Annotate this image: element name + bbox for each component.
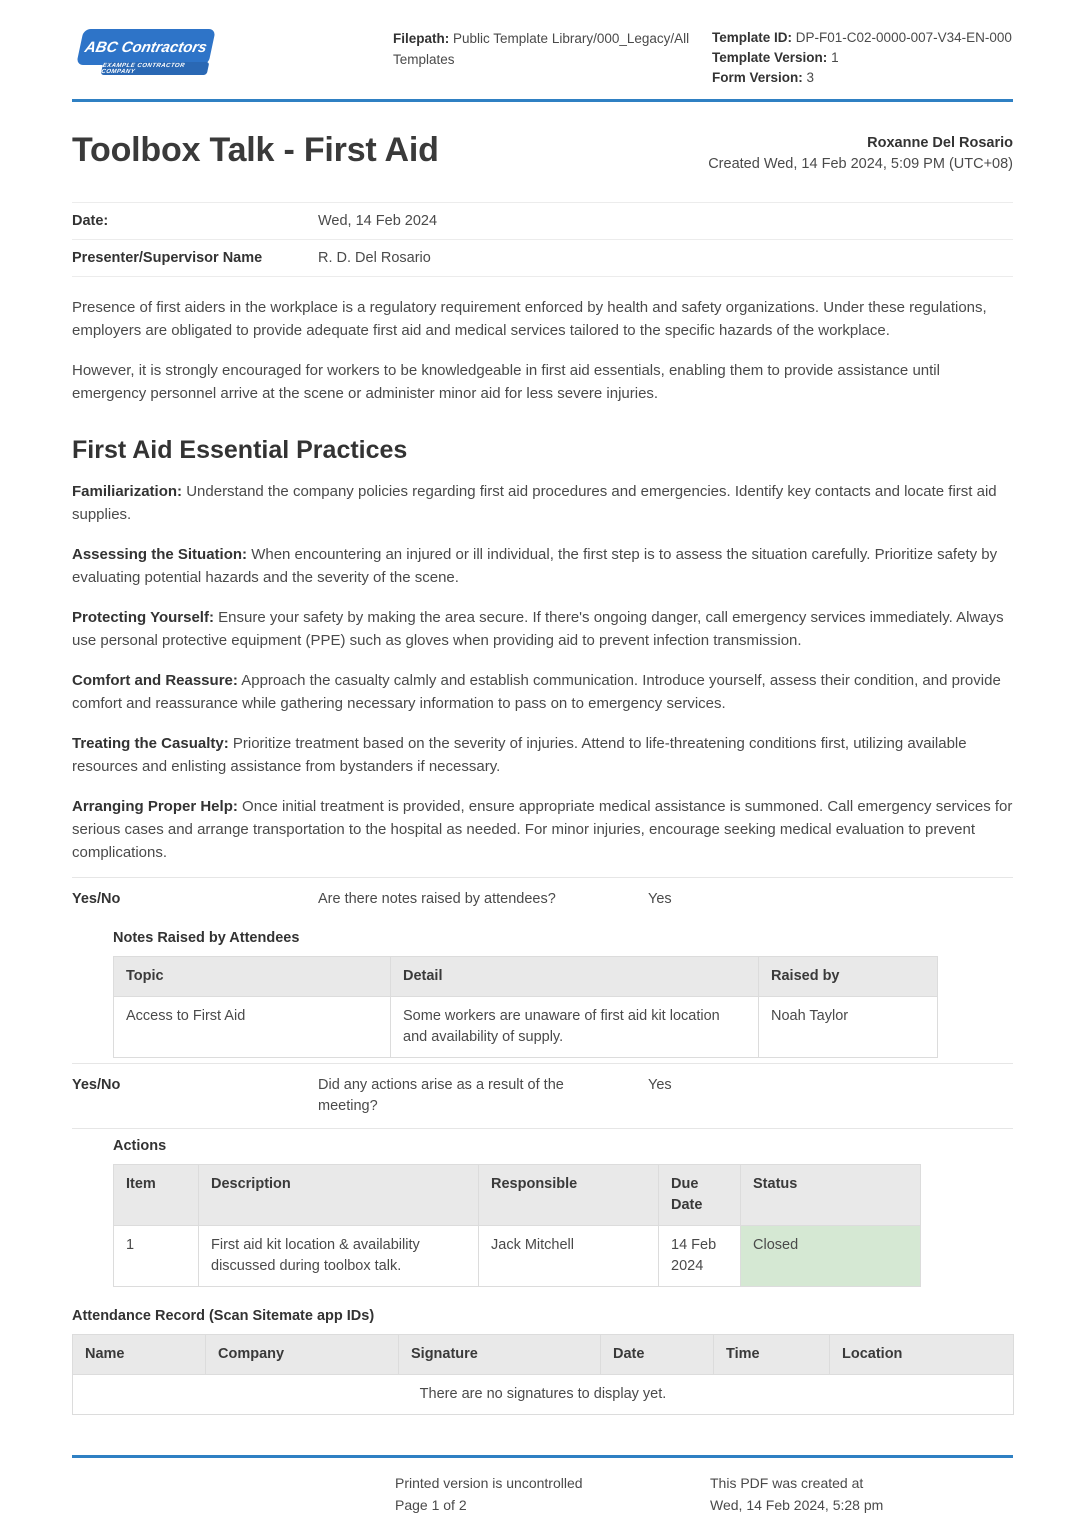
notes-header-row bbox=[114, 957, 938, 997]
attendance-empty-row bbox=[73, 1375, 1014, 1415]
question-answer: Yes bbox=[648, 891, 672, 907]
template-id-value: DP-F01-C02-0000-007-V34-EN-000 bbox=[795, 30, 1012, 45]
practice-text: Once initial treatment is provided, ensure appropriate medical assistance is summoned. Call emergency services for serious cases and arrange transportation to the hospital as needed. For minor injuries, encourage seeking medical evaluation to prevent complications. bbox=[72, 798, 1013, 861]
filepath-label: Filepath: bbox=[393, 31, 450, 46]
action-description-cell: First aid kit location & availability discussed during toolbox talk. bbox=[199, 1226, 479, 1287]
actions-col-responsible: Responsible bbox=[479, 1165, 659, 1226]
actions-row bbox=[114, 1226, 921, 1287]
practice-text: Prioritize treatment based on the severity of injuries. Attend to life-threatening conditions first, utilizing available resources and enlisting assistance from bystanders if necessary. bbox=[72, 735, 967, 775]
pdf-created-label: This PDF was created at bbox=[710, 1475, 864, 1491]
form-version-label: Form Version: bbox=[712, 70, 803, 85]
logo-title: ABC Contractors bbox=[76, 29, 216, 65]
abc-contractors-logo bbox=[72, 26, 232, 82]
page-number: Page 1 of 2 bbox=[395, 1497, 467, 1513]
practice-label: Familiarization: bbox=[72, 483, 183, 500]
template-id-line bbox=[712, 28, 1013, 48]
section-heading: First Aid Essential Practices bbox=[72, 436, 408, 464]
intro-paragraph-1: Presence of first aiders in the workplace is a regulatory requirement enforced by health and safety organizations. Under these regulations, employers are obligated to provide adequate first aid and medical services tailored to the specific hazards of the workplace. bbox=[72, 299, 987, 339]
action-due-date-cell: 14 Feb 2024 bbox=[659, 1226, 741, 1287]
document-footer bbox=[72, 1455, 1013, 1513]
template-id-label: Template ID: bbox=[712, 30, 793, 45]
practice-comfort bbox=[72, 669, 1013, 715]
action-status-badge: Closed bbox=[741, 1226, 921, 1287]
notes-col-detail: Detail bbox=[391, 957, 759, 997]
template-version-value: 1 bbox=[831, 50, 839, 65]
date-label: Date: bbox=[72, 213, 109, 229]
practice-label: Protecting Yourself: bbox=[72, 609, 214, 626]
actions-header-row bbox=[114, 1165, 921, 1226]
uncontrolled-note: Printed version is uncontrolled bbox=[395, 1475, 583, 1491]
notes-raised-by-cell: Noah Taylor bbox=[759, 997, 938, 1058]
practice-label: Assessing the Situation: bbox=[72, 546, 248, 563]
actions-section bbox=[113, 1138, 1013, 1287]
pdf-created-timestamp: Wed, 14 Feb 2024, 5:28 pm bbox=[710, 1497, 884, 1513]
actions-col-description: Description bbox=[199, 1165, 479, 1226]
notes-detail-cell: Some workers are unaware of first aid kit location and availability of supply. bbox=[391, 997, 759, 1058]
notes-topic-cell: Access to First Aid bbox=[114, 997, 391, 1058]
notes-row bbox=[114, 997, 938, 1058]
practice-familiarization bbox=[72, 480, 1013, 526]
form-version-line bbox=[712, 68, 1013, 88]
attendance-col-company: Company bbox=[206, 1335, 399, 1375]
form-version-value: 3 bbox=[806, 70, 815, 85]
notes-table bbox=[113, 956, 938, 1058]
practice-treating bbox=[72, 732, 1013, 778]
presenter-label: Presenter/Supervisor Name bbox=[72, 250, 263, 266]
attendance-col-time: Time bbox=[714, 1335, 830, 1375]
footer-created-info bbox=[710, 1472, 883, 1516]
actions-table bbox=[113, 1164, 921, 1287]
practice-text: Ensure your safety by making the area secure. If there's ongoing danger, call emergency services immediately. Always use personal protective equipment (PPE) such as gloves when providing aid to prevent infection transmission. bbox=[72, 609, 1004, 649]
practice-arranging bbox=[72, 795, 1013, 864]
question-text: Did any actions arise as a result of the meeting? bbox=[318, 1077, 564, 1114]
attendance-col-date: Date bbox=[601, 1335, 714, 1375]
meta-table bbox=[72, 202, 1013, 277]
footer-divider bbox=[72, 1455, 1013, 1458]
meta-row-date bbox=[72, 202, 1013, 240]
meta-row-presenter bbox=[72, 240, 1013, 277]
question-notes-row bbox=[72, 877, 1013, 921]
template-version-label: Template Version: bbox=[712, 50, 828, 65]
yes-no-label: Yes/No bbox=[72, 1077, 121, 1093]
header-divider bbox=[72, 99, 1013, 102]
attendance-col-signature: Signature bbox=[399, 1335, 601, 1375]
question-answer: Yes bbox=[648, 1077, 672, 1093]
attendance-heading: Attendance Record (Scan Sitemate app IDs) bbox=[72, 1308, 375, 1324]
actions-col-due-date: Due Date bbox=[659, 1165, 741, 1226]
question-text: Are there notes raised by attendees? bbox=[318, 891, 556, 907]
date-value: Wed, 14 Feb 2024 bbox=[318, 213, 438, 229]
practice-text: When encountering an injured or ill individual, the first step is to assess the situation carefully. Prioritize safety by evaluating potential hazards and the severity of the scene. bbox=[72, 546, 998, 586]
practice-label: Treating the Casualty: bbox=[72, 735, 229, 752]
notes-col-topic: Topic bbox=[114, 957, 391, 997]
filepath-value: Public Template Library/000_Legacy/All Templates bbox=[393, 31, 690, 67]
page-title: Toolbox Talk - First Aid bbox=[72, 131, 439, 169]
template-meta bbox=[712, 26, 1013, 88]
practice-text: Understand the company policies regarding first aid procedures and emergencies. Identify key contacts and locate first aid supplies. bbox=[72, 483, 997, 523]
filepath bbox=[393, 26, 712, 70]
attendance-header-row bbox=[73, 1335, 1014, 1375]
no-signatures-message: There are no signatures to display yet. bbox=[73, 1375, 1014, 1415]
logo-subtitle: EXAMPLE CONTRACTOR COMPANY bbox=[101, 62, 210, 75]
actions-col-status: Status bbox=[741, 1165, 921, 1226]
action-item-cell: 1 bbox=[114, 1226, 199, 1287]
attendance-table bbox=[72, 1334, 1014, 1415]
actions-col-item: Item bbox=[114, 1165, 199, 1226]
intro-paragraph-2: However, it is strongly encouraged for workers to be knowledgeable in first aid essentials, enabling them to provide assistance until emergency personnel arrive at the scene or administer minor aid for less severe injuries. bbox=[72, 362, 940, 402]
practice-protecting bbox=[72, 606, 1013, 652]
footer-print-info bbox=[395, 1472, 583, 1516]
practice-text: Approach the casualty calmly and establish communication. Introduce yourself, assess their condition, and provide comfort and reassurance while gathering necessary information to pass on to emergency services. bbox=[72, 672, 1001, 712]
question-actions-row bbox=[72, 1063, 1013, 1129]
action-responsible-cell: Jack Mitchell bbox=[479, 1226, 659, 1287]
attendance-col-location: Location bbox=[830, 1335, 1014, 1375]
document-header bbox=[72, 26, 1013, 88]
practice-assessing bbox=[72, 543, 1013, 589]
yes-no-label: Yes/No bbox=[72, 891, 121, 907]
notes-col-raised-by: Raised by bbox=[759, 957, 938, 997]
author-name: Roxanne Del Rosario bbox=[867, 135, 1013, 151]
notes-section bbox=[113, 930, 1013, 1058]
created-info bbox=[708, 131, 1013, 175]
actions-heading: Actions bbox=[113, 1138, 167, 1154]
practice-label: Arranging Proper Help: bbox=[72, 798, 238, 815]
presenter-value: R. D. Del Rosario bbox=[318, 250, 431, 266]
practice-label: Comfort and Reassure: bbox=[72, 672, 238, 689]
attendance-col-name: Name bbox=[73, 1335, 206, 1375]
notes-heading: Notes Raised by Attendees bbox=[113, 930, 300, 946]
created-timestamp: Created Wed, 14 Feb 2024, 5:09 PM (UTC+08) bbox=[708, 156, 1013, 172]
template-version-line bbox=[712, 48, 1013, 68]
